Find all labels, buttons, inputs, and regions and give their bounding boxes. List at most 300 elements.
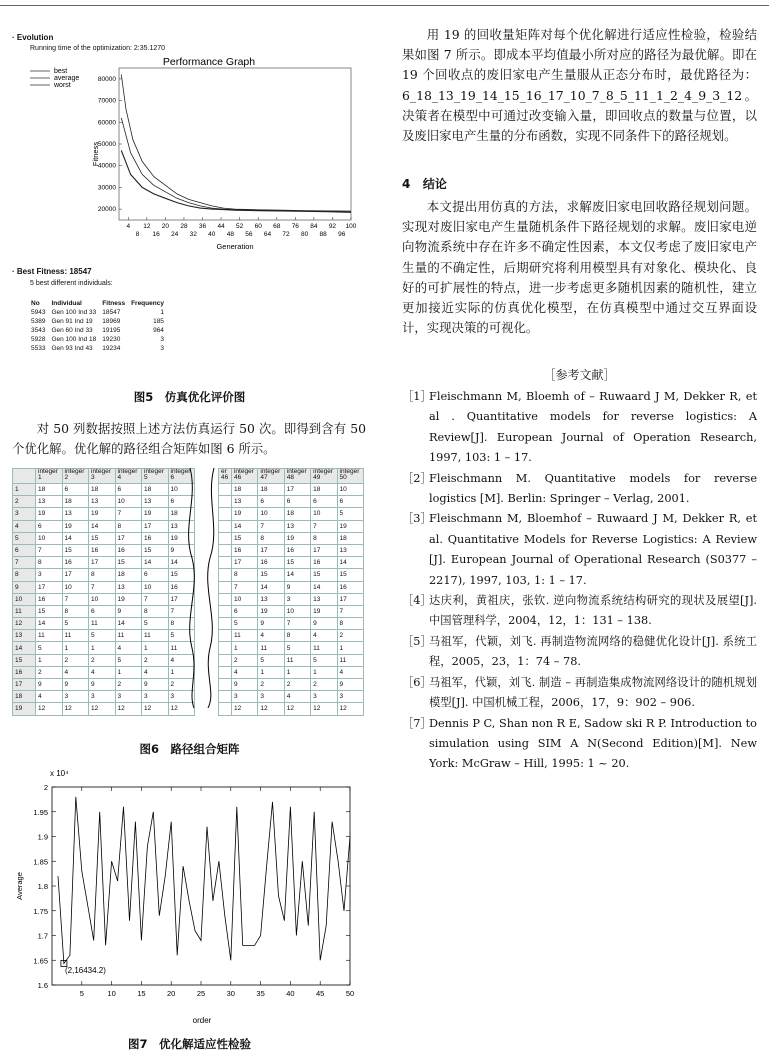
matrix-cell[interactable]: 4 <box>337 666 363 678</box>
matrix-cell[interactable]: 17 <box>168 593 195 605</box>
matrix-cell[interactable]: 7 <box>231 581 257 593</box>
matrix-cell[interactable]: 1 <box>284 666 310 678</box>
matrix-row <box>219 605 364 617</box>
matrix-cell[interactable]: 10 <box>89 593 116 605</box>
x-tick-label: 10 <box>107 989 116 998</box>
matrix-row-number[interactable]: 4 <box>13 520 36 532</box>
matrix-cell[interactable]: 7 <box>62 593 89 605</box>
matrix-cell[interactable]: 16 <box>115 544 142 556</box>
matrix-cell[interactable]: 5 <box>89 630 116 642</box>
matrix-row-number[interactable]: 17 <box>13 679 36 691</box>
matrix-cell[interactable]: 16 <box>142 532 169 544</box>
matrix-cell[interactable]: 13 <box>89 496 116 508</box>
matrix-cell[interactable]: 19 <box>62 520 89 532</box>
matrix-cell[interactable]: 4 <box>258 630 284 642</box>
matrix-cell[interactable]: 18 <box>311 484 337 496</box>
matrix-cell[interactable]: 12 <box>311 703 337 715</box>
matrix-cell[interactable]: 15 <box>311 569 337 581</box>
matrix-cell[interactable]: 5 <box>115 654 142 666</box>
matrix-cell[interactable] <box>219 520 232 532</box>
legend-average: average <box>54 75 80 82</box>
matrix-cell[interactable] <box>219 508 232 520</box>
matrix-cell[interactable]: 5 <box>168 630 195 642</box>
matrix-cell[interactable]: 3 <box>62 691 89 703</box>
matrix-cell[interactable] <box>219 581 232 593</box>
matrix-cell[interactable]: 9 <box>142 679 169 691</box>
matrix-cell[interactable] <box>219 569 232 581</box>
best-cell: 18969 <box>102 318 121 325</box>
matrix-cell[interactable]: 4 <box>62 666 89 678</box>
matrix-cell[interactable]: 2 <box>337 630 363 642</box>
best-row <box>28 344 167 353</box>
matrix-cell[interactable]: 13 <box>168 520 195 532</box>
matrix-cell[interactable]: 19 <box>231 508 257 520</box>
series-average <box>121 118 351 211</box>
matrix-col-header[interactable]: integer 50 <box>337 469 363 484</box>
matrix-cell[interactable]: 8 <box>311 532 337 544</box>
matrix-cell[interactable]: 11 <box>231 630 257 642</box>
matrix-cell[interactable]: 16 <box>311 557 337 569</box>
series-best <box>121 151 351 213</box>
matrix-cell[interactable]: 1 <box>311 666 337 678</box>
matrix-cell[interactable]: 17 <box>36 581 63 593</box>
reference-item <box>402 469 757 510</box>
matrix-cell[interactable]: 13 <box>258 593 284 605</box>
best-row <box>28 335 167 344</box>
matrix-cell[interactable]: 8 <box>142 605 169 617</box>
matrix-cell[interactable]: 13 <box>231 496 257 508</box>
matrix-cell[interactable]: 18 <box>62 496 89 508</box>
matrix-cell[interactable]: 19 <box>284 532 310 544</box>
matrix-cell[interactable]: 18 <box>258 484 284 496</box>
matrix-cell[interactable]: 1 <box>89 642 116 654</box>
matrix-row-number[interactable]: 1 <box>13 484 36 496</box>
matrix-col-header[interactable]: integer 49 <box>311 469 337 484</box>
matrix-cell[interactable]: 10 <box>168 484 195 496</box>
matrix-cell[interactable]: 14 <box>62 532 89 544</box>
matrix-row-number[interactable]: 6 <box>13 544 36 556</box>
matrix-row-number[interactable]: 11 <box>13 605 36 617</box>
matrix-cell[interactable]: 8 <box>337 618 363 630</box>
matrix-cell[interactable]: 11 <box>89 618 116 630</box>
matrix-cell[interactable]: 8 <box>284 630 310 642</box>
matrix-cell[interactable] <box>219 496 232 508</box>
matrix-cell[interactable]: 8 <box>168 618 195 630</box>
matrix-cell[interactable]: 15 <box>337 569 363 581</box>
matrix-cell[interactable]: 2 <box>311 679 337 691</box>
reference-item <box>402 591 757 632</box>
matrix-cell[interactable]: 12 <box>36 703 63 715</box>
matrix-cell[interactable]: 3 <box>311 691 337 703</box>
matrix-cell[interactable]: 7 <box>311 520 337 532</box>
matrix-cell[interactable]: 19 <box>36 508 63 520</box>
matrix-cell[interactable]: 7 <box>337 605 363 617</box>
matrix-col-header[interactable]: integer 6 <box>168 469 195 484</box>
matrix-cell[interactable]: 19 <box>258 605 284 617</box>
matrix-cell[interactable]: 13 <box>115 581 142 593</box>
matrix-cell[interactable]: 10 <box>36 532 63 544</box>
matrix-cell[interactable]: 11 <box>258 642 284 654</box>
matrix-cell[interactable]: 19 <box>115 593 142 605</box>
matrix-cell[interactable]: 16 <box>284 544 310 556</box>
matrix-cell[interactable] <box>219 666 232 678</box>
matrix-cell[interactable]: 18 <box>115 569 142 581</box>
best-cell: 5943 <box>31 309 46 316</box>
matrix-cell[interactable]: 18 <box>89 484 116 496</box>
y-tick-label: 50000 <box>97 141 116 148</box>
best-cell: 964 <box>153 327 164 334</box>
matrix-row <box>219 532 364 544</box>
matrix-row-number[interactable]: 16 <box>13 666 36 678</box>
matrix-cell[interactable]: 6 <box>284 496 310 508</box>
matrix-cell[interactable]: 11 <box>168 642 195 654</box>
matrix-cell[interactable]: 6 <box>89 605 116 617</box>
y-tick-label: 1.9 <box>37 832 48 842</box>
x-tick-label: 16 <box>152 231 160 238</box>
matrix-cell[interactable]: 3 <box>89 691 116 703</box>
matrix-cell[interactable]: 10 <box>231 593 257 605</box>
matrix-row <box>219 484 364 496</box>
matrix-cell[interactable]: 7 <box>36 544 63 556</box>
matrix-cell[interactable]: 6 <box>168 496 195 508</box>
matrix-cell[interactable]: 16 <box>337 581 363 593</box>
matrix-cell[interactable]: 8 <box>258 532 284 544</box>
fig5-caption: 图5 仿真优化评价图 <box>133 390 246 404</box>
matrix-cell[interactable]: 15 <box>231 532 257 544</box>
matrix-cell[interactable]: 6 <box>231 605 257 617</box>
matrix-cell[interactable]: 19 <box>311 605 337 617</box>
matrix-cell[interactable]: 19 <box>89 508 116 520</box>
matrix-row-number[interactable]: 7 <box>13 557 36 569</box>
matrix-cell[interactable]: 12 <box>258 703 284 715</box>
matrix-cell[interactable]: 3 <box>115 691 142 703</box>
matrix-cell[interactable]: 4 <box>168 654 195 666</box>
matrix-col-header[interactable]: integer 2 <box>62 469 89 484</box>
matrix-cell[interactable]: 10 <box>284 605 310 617</box>
matrix-row-number[interactable]: 15 <box>13 654 36 666</box>
matrix-cell[interactable]: 6 <box>36 520 63 532</box>
matrix-cell[interactable]: 9 <box>311 618 337 630</box>
matrix-cell[interactable]: 10 <box>311 508 337 520</box>
matrix-cell[interactable]: 15 <box>284 557 310 569</box>
matrix-cell[interactable]: 15 <box>36 605 63 617</box>
matrix-cell[interactable]: 18 <box>284 508 310 520</box>
matrix-cell[interactable]: 10 <box>258 508 284 520</box>
references-title: ［参考文献］ <box>543 368 616 382</box>
matrix-row-number[interactable]: 9 <box>13 581 36 593</box>
matrix-cell[interactable]: 16 <box>62 557 89 569</box>
matrix-cell[interactable]: 16 <box>36 593 63 605</box>
matrix-cell[interactable]: 10 <box>337 484 363 496</box>
matrix-cell[interactable]: 11 <box>337 654 363 666</box>
matrix-row <box>13 496 195 508</box>
matrix-cell[interactable]: 14 <box>89 520 116 532</box>
matrix-cell[interactable]: 11 <box>62 630 89 642</box>
matrix-cell[interactable] <box>219 557 232 569</box>
matrix-cell[interactable]: 6 <box>311 496 337 508</box>
matrix-cell[interactable]: 12 <box>115 703 142 715</box>
matrix-cell[interactable] <box>219 605 232 617</box>
matrix-cell[interactable]: 2 <box>168 679 195 691</box>
matrix-cell[interactable] <box>219 642 232 654</box>
matrix-cell[interactable] <box>219 679 232 691</box>
matrix-cell[interactable]: 12 <box>142 703 169 715</box>
matrix-cell[interactable]: 3 <box>258 691 284 703</box>
matrix-cell[interactable]: 5 <box>142 618 169 630</box>
matrix-cell[interactable]: 14 <box>168 557 195 569</box>
matrix-cell[interactable]: 5 <box>231 618 257 630</box>
y-tick-label: 40000 <box>97 162 116 170</box>
matrix-cell[interactable] <box>219 618 232 630</box>
matrix-cell[interactable]: 15 <box>258 569 284 581</box>
matrix-cell[interactable]: 15 <box>142 544 169 556</box>
matrix-row <box>13 532 195 544</box>
matrix-row <box>13 520 195 532</box>
matrix-col-header[interactable]: integer 4 <box>115 469 142 484</box>
matrix-cell[interactable]: 4 <box>142 666 169 678</box>
matrix-cell[interactable] <box>219 703 232 715</box>
x-tick-label: 45 <box>316 989 325 998</box>
matrix-cell[interactable]: 13 <box>62 508 89 520</box>
matrix-cell[interactable] <box>219 593 232 605</box>
matrix-cell[interactable]: 1 <box>258 666 284 678</box>
matrix-cell[interactable]: 4 <box>311 630 337 642</box>
matrix-cell[interactable]: 7 <box>258 520 284 532</box>
matrix-row <box>13 679 195 691</box>
matrix-row-number[interactable]: 2 <box>13 496 36 508</box>
matrix-cell[interactable]: 17 <box>337 593 363 605</box>
matrix-row-number[interactable]: 19 <box>13 703 36 715</box>
matrix-cell[interactable]: 11 <box>311 642 337 654</box>
matrix-cell[interactable]: 4 <box>284 691 310 703</box>
matrix-cell[interactable]: 6 <box>62 484 89 496</box>
matrix-cell[interactable]: 14 <box>36 618 63 630</box>
matrix-cell[interactable]: 8 <box>231 569 257 581</box>
matrix-cell[interactable]: 17 <box>89 557 116 569</box>
matrix-cell[interactable]: 6 <box>115 484 142 496</box>
matrix-cell[interactable]: 5 <box>36 642 63 654</box>
matrix-cell[interactable]: 2 <box>231 654 257 666</box>
matrix-cell[interactable]: 10 <box>62 581 89 593</box>
matrix-left <box>12 468 195 716</box>
matrix-row-number[interactable]: 5 <box>13 532 36 544</box>
matrix-cell[interactable]: 9 <box>36 679 63 691</box>
legend <box>30 68 79 89</box>
matrix-cell[interactable]: 16 <box>168 581 195 593</box>
matrix-cell[interactable]: 16 <box>231 544 257 556</box>
matrix-cell[interactable]: 14 <box>284 569 310 581</box>
matrix-cell[interactable]: 13 <box>311 593 337 605</box>
matrix-cell[interactable]: 18 <box>337 532 363 544</box>
matrix-cell[interactable]: 2 <box>62 654 89 666</box>
matrix-cell[interactable]: 13 <box>36 496 63 508</box>
matrix-cell[interactable]: 18 <box>231 484 257 496</box>
matrix-row <box>219 520 364 532</box>
matrix-cell[interactable]: 8 <box>62 605 89 617</box>
generation-axis-label: Generation <box>216 242 254 251</box>
matrix-cell[interactable]: 2 <box>36 666 63 678</box>
matrix-cell[interactable]: 5 <box>284 642 310 654</box>
matrix-cell[interactable]: 17 <box>311 544 337 556</box>
matrix-row-number[interactable]: 14 <box>13 642 36 654</box>
matrix-cell[interactable]: 17 <box>258 544 284 556</box>
matrix-cell[interactable]: 18 <box>36 484 63 496</box>
matrix-cell[interactable]: 5 <box>258 654 284 666</box>
matrix-cell[interactable]: 1 <box>142 642 169 654</box>
matrix-row <box>13 666 195 678</box>
matrix-row <box>13 557 195 569</box>
matrix-cell[interactable]: 6 <box>142 569 169 581</box>
matrix-cell[interactable]: 3 <box>231 691 257 703</box>
matrix-cell[interactable]: 2 <box>284 679 310 691</box>
matrix-cell[interactable]: 1 <box>36 654 63 666</box>
matrix-cell[interactable]: 14 <box>258 581 284 593</box>
y-tick-label: 2 <box>43 783 48 792</box>
matrix-cell[interactable]: 17 <box>62 569 89 581</box>
matrix-cell[interactable]: 8 <box>36 557 63 569</box>
matrix-cell[interactable]: 12 <box>284 703 310 715</box>
matrix-cell[interactable]: 10 <box>142 581 169 593</box>
matrix-cell[interactable]: 1 <box>337 642 363 654</box>
matrix-col-header[interactable]: er 46 <box>219 469 232 484</box>
matrix-cell[interactable] <box>219 484 232 496</box>
matrix-cell[interactable]: 1 <box>62 642 89 654</box>
matrix-cell[interactable]: 11 <box>36 630 63 642</box>
best-cell: Gen 60 Ind 33 <box>51 327 93 334</box>
matrix-cell[interactable]: 1 <box>168 666 195 678</box>
matrix-cell[interactable]: 9 <box>258 618 284 630</box>
matrix-cell[interactable] <box>219 654 232 666</box>
matrix-cell[interactable]: 16 <box>89 544 116 556</box>
matrix-row <box>219 703 364 715</box>
matrix-row-number[interactable]: 13 <box>13 630 36 642</box>
matrix-cell[interactable]: 3 <box>284 593 310 605</box>
y-tick-label: 1.6 <box>37 981 48 990</box>
matrix-cell[interactable]: 15 <box>62 544 89 556</box>
matrix-col-header[interactable]: integer 3 <box>89 469 116 484</box>
matrix-cell[interactable]: 12 <box>231 703 257 715</box>
matrix-cell[interactable]: 13 <box>337 544 363 556</box>
matrix-col-header[interactable]: integer 48 <box>284 469 310 484</box>
matrix-cell[interactable]: 4 <box>89 666 116 678</box>
matrix-cell[interactable]: 7 <box>115 508 142 520</box>
matrix-cell[interactable] <box>219 630 232 642</box>
matrix-col-header[interactable]: integer 47 <box>258 469 284 484</box>
reference-number: ［5］ <box>402 634 432 648</box>
matrix-cell[interactable]: 17 <box>284 484 310 496</box>
matrix-cell[interactable]: 9 <box>168 544 195 556</box>
matrix-cell[interactable]: 6 <box>258 496 284 508</box>
matrix-cell[interactable]: 10 <box>115 496 142 508</box>
matrix-cell[interactable]: 14 <box>142 557 169 569</box>
matrix-cell[interactable]: 8 <box>115 520 142 532</box>
matrix-cell[interactable]: 14 <box>115 618 142 630</box>
matrix-row-number[interactable]: 12 <box>13 618 36 630</box>
matrix-cell[interactable]: 11 <box>284 654 310 666</box>
matrix-cell[interactable]: 19 <box>142 508 169 520</box>
matrix-cell[interactable]: 2 <box>115 679 142 691</box>
matrix-cell[interactable]: 17 <box>231 557 257 569</box>
matrix-cell[interactable]: 12 <box>62 703 89 715</box>
matrix-col-header[interactable]: integer 5 <box>142 469 169 484</box>
reference-text: Dennis P C, Shan non R E, Sadow ski R P. Introduction to simulation using SIM A N(Second Edition)[M]. New York: McGraw – Hill, 1995: 1 ~ 20. <box>429 716 757 771</box>
matrix-cell[interactable]: 7 <box>168 605 195 617</box>
matrix-cell[interactable]: 5 <box>337 508 363 520</box>
matrix-cell[interactable]: 3 <box>142 691 169 703</box>
matrix-cell[interactable]: 9 <box>337 679 363 691</box>
matrix-cell[interactable]: 3 <box>36 569 63 581</box>
matrix-cell[interactable]: 19 <box>168 532 195 544</box>
matrix-cell[interactable]: 12 <box>168 703 195 715</box>
matrix-cell[interactable]: 14 <box>311 581 337 593</box>
matrix-cell[interactable]: 2 <box>142 654 169 666</box>
matrix-cell[interactable]: 2 <box>258 679 284 691</box>
matrix-cell[interactable]: 1 <box>115 666 142 678</box>
fitness-axis-label: Fitness <box>91 141 100 167</box>
matrix-cell[interactable]: 15 <box>115 557 142 569</box>
matrix-cell[interactable] <box>219 691 232 703</box>
best-cell: 19234 <box>102 345 121 352</box>
matrix-cell[interactable]: 5 <box>311 654 337 666</box>
matrix-cell[interactable]: 2 <box>89 654 116 666</box>
matrix-cell[interactable]: 9 <box>284 581 310 593</box>
matrix-cell[interactable]: 3 <box>168 691 195 703</box>
matrix-cell[interactable]: 4 <box>115 642 142 654</box>
matrix-cell[interactable]: 14 <box>337 557 363 569</box>
matrix-cell[interactable]: 18 <box>142 484 169 496</box>
matrix-cell[interactable]: 6 <box>337 496 363 508</box>
matrix-cell[interactable]: 19 <box>337 520 363 532</box>
matrix-cell[interactable]: 13 <box>284 520 310 532</box>
matrix-cell[interactable]: 7 <box>142 593 169 605</box>
matrix-cell[interactable]: 16 <box>258 557 284 569</box>
matrix-cell[interactable]: 15 <box>168 569 195 581</box>
matrix-cell[interactable]: 15 <box>89 532 116 544</box>
matrix-cell[interactable]: 9 <box>231 679 257 691</box>
matrix-cell[interactable]: 9 <box>89 679 116 691</box>
matrix-row-number[interactable]: 3 <box>13 508 36 520</box>
matrix-cell[interactable]: 8 <box>89 569 116 581</box>
matrix-cell[interactable]: 9 <box>115 605 142 617</box>
matrix-cell[interactable]: 1 <box>231 642 257 654</box>
matrix-cell[interactable] <box>219 532 232 544</box>
matrix-cell[interactable]: 7 <box>284 618 310 630</box>
matrix-row-number[interactable]: 18 <box>13 691 36 703</box>
matrix-cell[interactable]: 12 <box>89 703 116 715</box>
matrix-cell[interactable]: 18 <box>168 508 195 520</box>
matrix-cell[interactable]: 13 <box>142 496 169 508</box>
matrix-cell[interactable]: 7 <box>89 581 116 593</box>
matrix-col-header[interactable]: integer 46 <box>231 469 257 484</box>
matrix-cell[interactable]: 3 <box>337 691 363 703</box>
matrix-cell[interactable] <box>219 544 232 556</box>
matrix-row-number[interactable]: 8 <box>13 569 36 581</box>
matrix-cell[interactable]: 14 <box>231 520 257 532</box>
matrix-cell[interactable]: 4 <box>36 691 63 703</box>
matrix-col-header[interactable]: integer 1 <box>36 469 63 484</box>
matrix-cell[interactable]: 4 <box>231 666 257 678</box>
matrix-row <box>219 666 364 678</box>
matrix-cell[interactable]: 11 <box>115 630 142 642</box>
matrix-cell[interactable]: 5 <box>62 618 89 630</box>
matrix-cell[interactable]: 17 <box>115 532 142 544</box>
matrix-cell[interactable]: 9 <box>62 679 89 691</box>
matrix-row-number[interactable]: 10 <box>13 593 36 605</box>
matrix-cell[interactable]: 12 <box>337 703 363 715</box>
matrix-cell[interactable]: 11 <box>142 630 169 642</box>
matrix-cell[interactable]: 17 <box>142 520 169 532</box>
y-tick-label: 70000 <box>97 97 116 105</box>
